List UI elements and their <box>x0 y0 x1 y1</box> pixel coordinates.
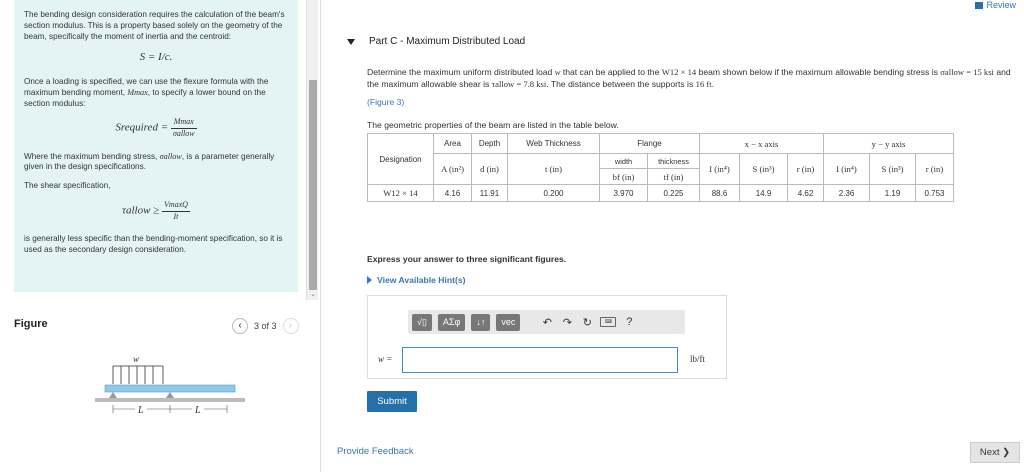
scrollbar-thumb[interactable] <box>309 80 317 290</box>
figure-prev-button[interactable]: ‹ <box>232 318 248 334</box>
header-depth: Depth <box>472 134 508 154</box>
cell-depth: 11.91 <box>472 185 508 202</box>
cell-ry: 0.753 <box>916 185 954 202</box>
math-toolbar <box>408 310 685 334</box>
header-thickness: thickness <box>648 154 700 169</box>
header-bf: bf (in) <box>600 169 648 185</box>
header-designation: Designation <box>368 134 434 185</box>
span-label-right: L <box>195 405 201 416</box>
shear-equation: τallow ≥ $\frac{VmaxQ}{It}$ <box>122 200 188 221</box>
part-title: Part C - Maximum Distributed Load <box>369 36 526 47</box>
cell-flange-width: 3.970 <box>600 185 648 202</box>
info-paragraph-3: Where the maximum bending stress, σallow, is a parameter generally given in the design specifications. <box>24 151 275 172</box>
header-Ix: I (in⁴) <box>700 154 740 185</box>
subscript-button[interactable]: ↓↑ <box>471 314 490 331</box>
figure-title: Figure <box>14 318 48 330</box>
beam <box>105 385 235 392</box>
middle-support <box>166 392 174 398</box>
section-modulus-equation: S = I/c. <box>139 51 173 64</box>
answer-input[interactable] <box>402 347 678 373</box>
next-button[interactable]: Next ❯ <box>970 442 1020 463</box>
templates-button[interactable]: √▯ <box>412 314 432 331</box>
header-width: width <box>600 154 648 169</box>
info-panel <box>14 0 298 292</box>
info-paragraph-2: Once a loading is specified, we can use the flexure formula with the maximum bending moment, Mmax, to specify a lower bound on the section modulus: <box>24 77 269 108</box>
header-web-thickness: Web Thickness <box>508 134 600 154</box>
header-Sx: S (in³) <box>740 154 788 185</box>
header-t: t (in) <box>508 154 600 185</box>
scroll-down-icon[interactable]: ⌄ <box>310 291 316 298</box>
header-Sy: S (in³) <box>870 154 916 185</box>
header-tf: tf (in) <box>648 169 700 185</box>
vector-button[interactable]: vec <box>496 314 520 331</box>
review-icon <box>975 2 983 9</box>
table-intro: The geometric properties of the beam are listed in the table below. <box>367 120 619 130</box>
reset-icon[interactable]: ↻ <box>582 316 592 329</box>
submit-button[interactable]: Submit <box>367 391 417 412</box>
info-paragraph-4: The shear specification, <box>24 181 111 191</box>
collapse-triangle-icon[interactable] <box>347 39 355 45</box>
beam-figure <box>95 352 245 422</box>
redo-icon[interactable]: ↷ <box>562 316 572 329</box>
header-x-axis: x − x axis <box>700 134 824 154</box>
header-flange: Flange <box>600 134 700 154</box>
answer-instruction: Express your answer to three significant figures. <box>367 254 567 264</box>
cell-rx: 4.62 <box>788 185 824 202</box>
cell-area: 4.16 <box>434 185 472 202</box>
cell-web-thickness: 0.200 <box>508 185 600 202</box>
panel-divider <box>320 0 321 472</box>
problem-statement: Determine the maximum uniform distributed load w that can be applied to the W12 × 14 beam shown below if the maximum allowable bending stress is σallow = 15 ksi and the maximum allowable shear is τallow = 7.8 ksi. The distance between the supports is 16 ft. (Figure 3) <box>367 67 1011 108</box>
expand-triangle-icon <box>367 276 372 284</box>
table-row <box>368 185 954 202</box>
beam-properties-table <box>367 133 954 202</box>
figure-pagination <box>232 318 299 334</box>
load-label: w <box>133 354 140 364</box>
header-Iy: I (in⁴) <box>824 154 870 185</box>
review-link[interactable]: Review <box>975 0 1016 10</box>
cell-Ix: 88.6 <box>700 185 740 202</box>
header-area: Area <box>434 134 472 154</box>
span-label-left: L <box>138 405 144 416</box>
answer-units: lb/ft <box>690 354 705 364</box>
header-d: d (in) <box>472 154 508 185</box>
left-support <box>109 392 117 398</box>
header-A: A (in²) <box>434 154 472 185</box>
cell-flange-thickness: 0.225 <box>648 185 700 202</box>
required-modulus-equation: Srequired = $\frac{Mmax}{\text{σallow}}$ <box>115 117 195 139</box>
header-ry: r (in) <box>916 154 954 185</box>
view-hints-link[interactable]: View Available Hint(s) <box>367 275 466 285</box>
cell-designation: W12 × 14 <box>368 185 434 202</box>
part-header[interactable] <box>347 36 525 47</box>
info-paragraph-1: The bending design consideration requires the calculation of the beam's section modulus. This is a property based solely on the geometry of the beam, specifically the moment of inertia and the centroid: <box>24 10 285 41</box>
info-scrollbar[interactable] <box>306 0 318 300</box>
keyboard-icon[interactable]: ⌨ <box>600 317 616 327</box>
help-icon[interactable]: ? <box>626 316 633 328</box>
answer-area <box>367 295 727 379</box>
figure-link[interactable]: (Figure 3) <box>367 97 405 108</box>
cell-Iy: 2.36 <box>824 185 870 202</box>
cell-Sx: 14.9 <box>740 185 788 202</box>
answer-variable-label: w = <box>378 354 393 364</box>
cell-Sy: 1.19 <box>870 185 916 202</box>
provide-feedback-link[interactable]: Provide Feedback <box>337 446 414 457</box>
figure-page-indicator: 3 of 3 <box>254 321 277 331</box>
header-y-axis: y − y axis <box>824 134 954 154</box>
figure-next-button[interactable]: › <box>283 318 299 334</box>
symbols-button[interactable]: ΑΣφ <box>438 314 465 331</box>
undo-icon[interactable]: ↶ <box>542 316 552 329</box>
info-paragraph-5: is generally less specific than the bending-moment specification, so it is used as the secondary design consideration. <box>24 234 283 254</box>
left-panel <box>0 0 318 472</box>
header-rx: r (in) <box>788 154 824 185</box>
